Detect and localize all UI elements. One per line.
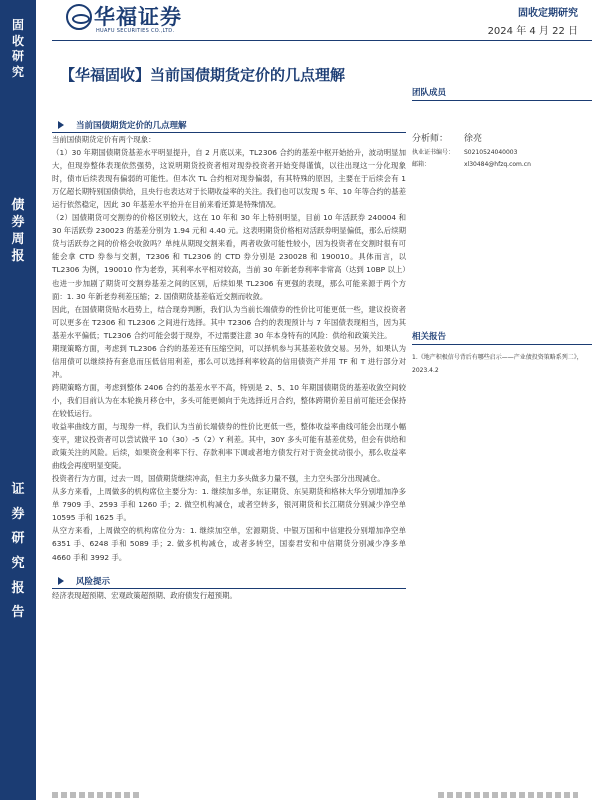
risk-text: 经济表现超预期、宏观政策超预期、政府债发行超预期。 (52, 590, 237, 600)
email-label: 邮箱： (412, 161, 431, 168)
report-title: 【华福固收】当前国债期货定价的几点理解 (60, 66, 346, 84)
analyst-name: 徐亮 (464, 134, 483, 144)
email-address: xl30484@hfzq.com.cn (464, 161, 531, 168)
page-header (52, 0, 592, 40)
section-heading: 当前国债期货定价的几点理解 (52, 118, 406, 133)
report-type: 固收定期研究 (518, 8, 578, 19)
header-divider (52, 40, 592, 41)
paragraph: 当前国债期货定价有两个现象： (52, 135, 156, 144)
paragraph: （1）30 年期国债期货基差水平明显提升，自 2 月底以来，TL2306 合约的基差中枢开始抬升，波动明显加大，但现券整体表现依然强势，这说明期货投资者相对现券投资者开始变得谨慎，以往出现这一分化现象时，债市后续表现有偏弱的可能性。但本次 TL 合约相对现券偏弱，有其特殊的原因，主要在于后续会有 1 万亿超长期特别国债供给，且央行也表达对于长期收益率的关注。我们也可以发现 5 年、10 年等合约的基差运行依然稳定，因此 30 年基差水平抬升在目前来看还算是特殊情况。 (52, 148, 406, 210)
arrow-icon (58, 577, 64, 585)
sidebar (0, 0, 36, 800)
footer-text-right (438, 792, 578, 798)
paragraph: 从空方来看，上周做空的机构席位分为：1. 继续加空单，宏源期货、中银万国和中信建投分别增加净空单 6351 手、6248 手和 5089 手；2. 做多机构减仓，或者多转空，国泰君安和中信期货分别减少净多单 4660 手和 3992 手。 (52, 526, 406, 562)
paragraph: 投资者行为方面，过去一周，国债期货继续冲高，但主力多头做多力量不强，主力空头部分出现减仓。 (52, 474, 385, 484)
company-logo-icon (66, 4, 92, 30)
page-footer (52, 792, 592, 800)
brand-name-en: HUAFU SECURITIES CO.,LTD. (96, 28, 175, 34)
cert-number: S0210524040003 (464, 149, 518, 156)
brand-name: 华福证券 (94, 4, 182, 29)
analyst-label: 分析师： (412, 134, 449, 144)
paragraph: （2）国债期货可交割券的价格区别较大，这在 10 年和 30 年上特别明显，目前 10 年活跃券 240004 和 30 年活跃券 230023 的基差分别为 1.94 元和 4.40 元。这表明期货价格相对活跃券明显偏低，那么后续期货与活跃券之间的价格会收敛吗？单纯从期现交割来看，两者收敛可能性较小，因为投资者在交割时很有可能会拿 CTD 券参与交割，T2306 和 TL2306 的 CTD 券分别是 230028 和 190010。具体而言，以 TL2306 为例，190010 作为老券，其利率水平相对较高，当前 30 年新老券利率非常高（达到 10BP 以上）也进一步加剧了期货可交割券基差之间的区别，后续如果 TL2306 有更强的表现，那么可能来源于两个方面：1. 30 年新老券利差压缩；2. 国债期货基差临近交割而收敛。 (52, 213, 406, 301)
report-date: 2024 年 4 月 22 日 (487, 26, 578, 37)
analyst-row (412, 131, 592, 144)
team-heading: 团队成员 (412, 86, 592, 101)
cert-row (412, 147, 592, 156)
main-content (52, 118, 406, 602)
sidebar-report-type-label: 债 券 周 报 (11, 198, 25, 264)
related-report-item: 1.《地产积极信号背后有哪些启示——产业债投资策略系列二》，2023.4.2 (412, 354, 583, 374)
paragraph: 从多方来看，上周做多的机构席位主要分为：1. 继续加多单，东证期货、东吴期货和格林大华分别增加净多单 7909 手、2593 手和 1260 手；2. 做空机构减仓，或者空转多，银河期货和长江期货分别减少净空单 10595 手和 1625 手。 (52, 487, 406, 523)
paragraph: 收益率曲线方面，与现券一样，我们认为当前长端债券的性价比更低一些，整体收益率曲线可能会出现小幅变平，建议投资者可以尝试做平 10（30）-5（2）Y 利差。其中，30Y 多头可能有基差优势，但会有供给和政策关注的风险。后续，如果资金利率下行、存款利率下调或者地方债发行对于资金扰动很小，那么收益率曲线会再度明显变陡。 (52, 422, 406, 471)
sidebar-securities-research-label: 证 券 研 究 报 告 (11, 482, 25, 621)
risk-heading: 风险提示 (52, 574, 406, 589)
arrow-icon (58, 121, 64, 129)
cert-label: 执业证书编号： (412, 149, 455, 156)
body-text (52, 133, 406, 564)
footer-text-left (52, 792, 142, 798)
related-reports-panel (412, 330, 592, 377)
related-heading: 相关报告 (412, 330, 592, 345)
paragraph: 跨期策略方面，考虑到整体 2406 合约的基差水平不高，特别是 2、5、10 年期国债期货的基差收敛空间较小，我们目前认为在本轮换月移仓中，多头可能更倾向于先选择近月合约，整体跨期价差目前可能还会保持在较低运行。 (52, 382, 406, 418)
email-row (412, 159, 592, 168)
team-panel (412, 86, 592, 168)
paragraph: 期现策略方面，考虑到 TL2306 合约的基差还有压缩空间，可以择机参与其基差收敛交易。另外，如果认为信用债可以继续持有套息而压低信用利差，那么可以选择利率较高的信用债资产并用 TF 和 T 进行部分对冲。 (52, 343, 406, 379)
sidebar-category-label: 固 收 研 究 (11, 18, 24, 79)
paragraph: 因此，在国债期货贴水趋势上，结合现券判断，我们认为当前长端债券的性价比可能更低一些，建议投资者可以更多在 T2306 和 TL2306 之间进行选择。其中 T2306 合约的表现预计与 7 年国债表现相当，因为其基差水平偏低；TL2306 合约可能会弱于现券，不过需要注意 30 年本身特有的风险：供给和政策关注。 (52, 304, 406, 340)
